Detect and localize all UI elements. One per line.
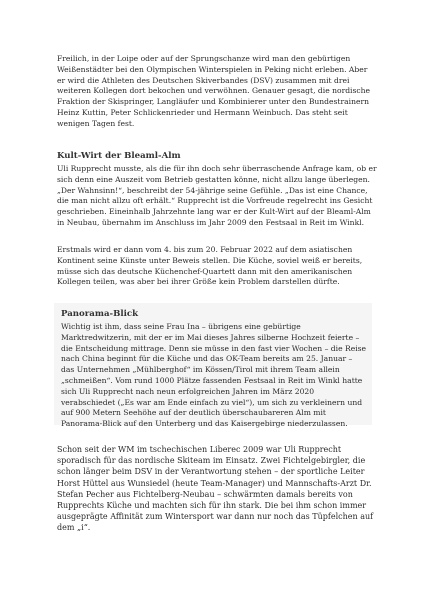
paragraph-peking-kueche: Erstmals wird er dann vom 4. bis zum 20. Februar 2022 auf dem asiatischen Kontinent seine Künste unter Beweis stellen. Die Küche, soviel weiß er bereits, müsse sich das deutsche Küchenchef-Quartett dann mit den amerikanischen Kollegen teilen, was aber bei ihrer Größe kein Problem darstellen dürfte. — [57, 245, 363, 287]
paragraph-panorama-blick: Wichtig ist ihm, dass seine Frau Ina – übrigens eine gebürtige Marktredwitzerin, mit der er im Mai dieses Jahres silberne Hochzeit feierte – die Entscheidung mittrage. Denn sie müsse in den fast vier Wochen – die Reise nach China beginnt für die Küche und das OK-Team bereits am 25. Januar – das Unternehmen „Mühlberghof“ im Kössen/Tirol mit ihrem Team allein „schmeißen“. Vom rund 1000 Plätze fassenden Festsaal in Reit im Winkl hatte sich Uli Rupprecht nach neun erfolgreichen Jahren im März 2020 verabschiedet („Es war am Ende einfach zu viel“), um sich zu verkleinern und auf 900 Metern Seehöhe auf der deutlich überschaubareren Alm mit Panorama-Blick auf den Unterberg und das Kaisergebirge niederzulassen. — [61, 322, 367, 429]
paragraph-intro: Freilich, in der Loipe oder auf der Sprungschanze wird man den gebürtigen Weißenstädter bei den Olympischen Winterspielen in Peking nicht erleben. Aber er wird die Athleten des Deutschen Skiverbandes (DSV) zusammen mit drei weiteren Kollegen dort bekochen und verwöhnen. Genauer gesagt, die nordische Fraktion der Skispringer, Langläufer und Kombinierer unter den Bundestrainern Heinz Kuttin, Peter Schlickenrieder und Hermann Weinbuch. Das steht seit wenigen Tagen fest. — [57, 54, 371, 128]
paragraph-rupprecht-anfrage: Uli Rupprecht musste, als die für ihn doch sehr überraschende Anfrage kam, ob er sich denn eine Auszeit vom Betrieb gestatten könne, nicht allzu lange überlegen. „Der Wahnsinn!“, beschreibt der 54-jährige seine Gefühle. „Das ist eine Chance, die man nicht allzu oft erhält.“ Rupprecht ist die Vorfreude regelrecht ins Gesicht geschrieben. Eineinhalb Jahrzehnte lang war er der Kult-Wirt auf der Bleaml-Alm in Neubau, übernahm im Anschluss im Jahr 2009 den Festsaal in Reit im Winkl. — [57, 164, 377, 227]
paragraph-wm-liberec: Schon seit der WM im tschechischen Liberec 2009 war Uli Rupprecht sporadisch für das nordische Skiteam im Einsatz. Zwei Fichtelgebirgler, die schon länger beim DSV in der Verantwortung stehen – der sportliche Leiter Horst Hüttel aus Wunsiedel (heute Team-Manager) und Mannschafts-Arzt Dr. Stefan Pecher aus Fichtelberg-Neubau – schwärmten damals bereits von Rupprechts Küche und machten sich für ihn stark. Die bei ihm schon immer ausgeprägte Affinität zum Wintersport war dann nur noch das Tüpfelchen auf dem „i“. — [57, 445, 374, 533]
section-heading-panorama-blick: Panorama-Blick — [61, 309, 139, 319]
section-heading-kult-wirt: Kult-Wirt der Bleaml-Alm — [57, 151, 181, 161]
